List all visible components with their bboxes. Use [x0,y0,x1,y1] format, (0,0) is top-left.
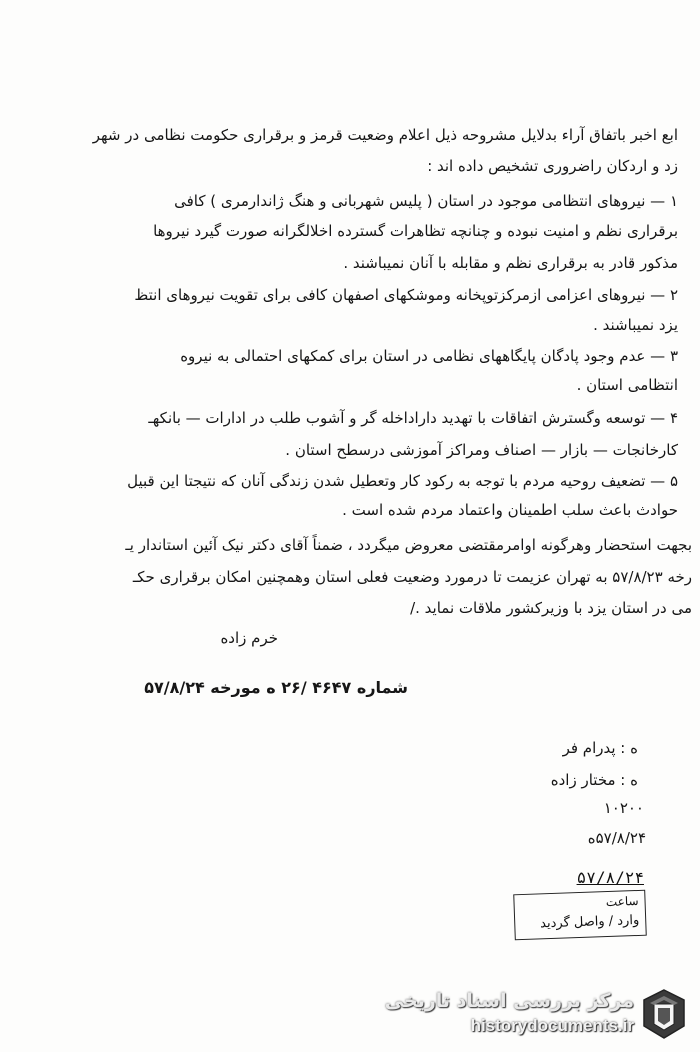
item-4-line-2: کارخانجات — بازار — اصناف ومراکز آموزشی درسطح استان . [285,441,678,459]
watermark-url: historydocuments.ir [470,1016,634,1035]
item-3-line-2: انتظامی استان . [576,376,678,394]
item-5-line-1: ۵ — تضعیف روحیه مردم با توجه به رکود کار وتعطیل شدن زندگی آنان که نتیجتا این قبیل [127,472,678,490]
document-date: ۵۷/۸/۲۴ه [587,829,646,847]
signature: خرم زاده [220,629,278,647]
watermark-title: مرکز بررسی اسناد تاریخی [384,990,634,1012]
item-4-line-1: ۴ — توسعه وگسترش اتفاقات با تهدید داراداخله گر و آشوب طلب در ادارات — بانکهـ [148,409,678,427]
stamp-line-2: وارد / واصل گردید [539,912,640,932]
item-1-line-3: مذکور قادر به برقراری نظم و مقابله با آنان نمیباشند . [343,254,678,272]
stamp-date: ۵۷/۸/۲۴ [576,868,644,887]
intro-line-2: زد و اردکان راضروری تشخیص داده اند : [427,157,678,175]
reference-line: شماره ۴۶۴۷ /۲۶ ه مورخه ۵۷/۸/۲۴ [144,678,408,697]
received-stamp [508,868,648,940]
item-3-line-1: ۳ — عدم وجود پادگان پایگاههای نظامی در استان برای کمکهای احتمالی به نیروه [180,347,678,365]
document-code: ۱۰۲۰۰ [603,799,644,817]
item-2-line-2: یزد نمیباشند . [593,316,678,334]
archive-logo-icon [640,988,688,1040]
item-1-line-1: ۱ — نیروهای انتظامی موجود در استان ( پلیس شهربانی و هنگ ژاندارمری ) کافی [174,192,678,210]
closing-line-2: رخه ۵۷/۸/۲۳ به تهران عزیمت تا درمورد وضعیت فعلی استان وهمچنین امکان برقراری حکـ [132,568,692,586]
closing-line-1: بجهت استحضار وهرگونه اوامرمقتضی معروض میگردد ، ضمناً آقای دکتر نیک آئین استاندار یـ [125,536,692,554]
watermark-logo [384,986,692,1046]
item-5-line-2: حوادث باعث سلب اطمینان واعتماد مردم شده است . [342,501,678,519]
intro-line-1: ابع اخبر باتفاق آراء بدلایل مشروحه ذیل اعلام وضعیت قرمز و برقراری حکومت نظامی در شهر [92,126,678,144]
closing-line-3: می در استان یزد با وزیرکشور ملاقات نماید ./ [410,599,692,617]
recipient-1: ه : پدرام فر [562,739,638,757]
item-2-line-1: ۲ — نیروهای اعزامی ازمرکزتوپخانه وموشکهای اصفهان کافی برای تقویت نیروهای انتظ [134,286,678,304]
stamp-box [513,890,647,941]
item-1-line-2: برقراری نظم و امنیت نبوده و چنانچه تظاهرات گسترده اخلالگرانه صورت گیرد نیروها [153,222,678,240]
stamp-line-1: ساعت [605,893,639,910]
recipient-2: ه : مختار زاده [550,771,638,789]
